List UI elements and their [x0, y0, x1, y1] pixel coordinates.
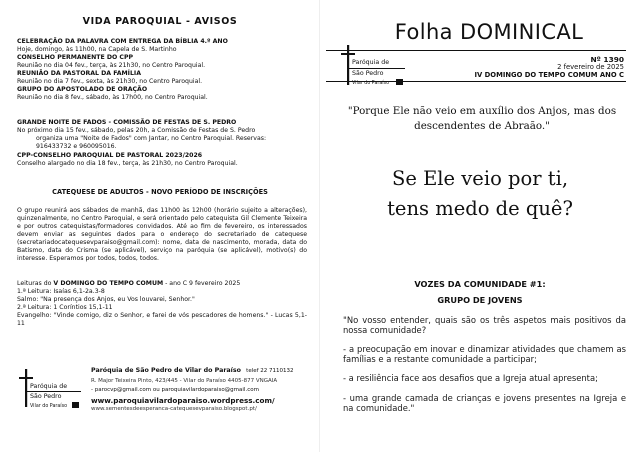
- event-title: GRANDE NOITE DE FADOS - COMISSÃO DE FESTAS DE S. PEDRO: [17, 119, 237, 126]
- scripture-quote: "Porque Ele não veio em auxílio dos Anjos, mas dos descendentes de Abraão.": [347, 105, 617, 132]
- event-pastoral-familia: [17, 70, 313, 86]
- event-text: Hoje, domingo, às 11h00, na Capela de S. Martinho: [17, 46, 177, 53]
- event-text: Conselho alargado no dia 18 fev., terça, às 21h30, no Centro Paroquial.: [17, 160, 238, 167]
- logo-text-2: São Pedro: [352, 70, 384, 77]
- testimony: [343, 316, 626, 423]
- event-title: REUNIÃO DA PASTORAL DA FAMÍLIA: [17, 70, 141, 77]
- header-rule: [326, 81, 626, 82]
- liturgical-sunday: IV DOMINGO DO TEMPO COMUM ANO C: [474, 71, 624, 79]
- avisos-heading: VIDA PAROQUIAL - AVISOS: [82, 16, 238, 27]
- parish-logo-icon: [17, 367, 85, 411]
- event-text: organiza uma "Noite de Fados" com Jantar, no Centro Paroquial. Reservas:: [36, 135, 267, 142]
- event-text: Reunião no dia 04 fev., terça, às 21h30, no Centro Paroquial.: [17, 62, 206, 69]
- parish-phone: telef 22 7110132: [246, 368, 294, 374]
- reading-1: 1.ª Leitura: Isaías 6,1-2a.3-8: [17, 288, 105, 295]
- parish-name: Paróquia de São Pedro de Vilar do Paraíso: [91, 367, 241, 374]
- readings: [17, 280, 307, 328]
- headline: [330, 164, 630, 224]
- headline-line-2: tens medo de quê?: [387, 197, 573, 220]
- readings-intro: [17, 280, 307, 288]
- event-cpp-permanente: [17, 54, 313, 70]
- catequese-body: O grupo reunirá aos sábados de manhã, das 11h00 às 12h00 (horário sujeito a alterações), quinzenalmente, no Centro Paroquial, e será orientado pelo catequista Gil Clemente Teixeira e por outros catequistas/formadores convidados. Até ao fim de fevereiro, os interessados devem enviar as seguintes dados para o endereço do secretariado de catequese (secretariadocatequesevparaiso@gmail.com): nome, data de nascimento, morada, data do Batismo, data do Crisma (se aplicável), serviço na paróquia (se aplicável), motivo(s) do interesse. Esperamos por todos, todos, todos.: [17, 207, 307, 263]
- event-text: Reunião no dia 8 fev., sábado, às 17h00, no Centro Paroquial.: [17, 94, 208, 101]
- page-fold: [319, 0, 320, 452]
- event-bible: [17, 38, 313, 54]
- reading-2: 2.ª Leitura: 1 Coríntios 15,1-11: [17, 304, 113, 311]
- event-title: CPP-CONSELHO PAROQUIAL DE PASTORAL 2023/2026: [17, 152, 203, 159]
- issue-date: 2 fevereiro de 2025: [557, 63, 624, 71]
- readings-date: - ano C 9 fevereiro 2025: [163, 280, 241, 287]
- event-title: CELEBRAÇÃO DA PALAVRA COM ENTREGA DA BÍBLIA 4.º ANO: [17, 38, 228, 45]
- testimony-item: - a preocupação em inovar e dinamizar atividades que chamem as famílias e a restante comunidade a participar;: [343, 344, 626, 364]
- reading-gospel: Evangelho: "Vinde comigo, diz o Senhor, e farei de vós pescadores de homens." - Lucas 5,1-11: [17, 312, 307, 327]
- parish-emails: - parocvp@gmail.com ou paroquiavilardoparaiso@gmail.com: [91, 387, 259, 393]
- event-fados: [17, 119, 313, 151]
- reading-psalm: Salmo: "Na presença dos Anjos, eu Vos louvarei, Senhor.": [17, 296, 195, 303]
- issue-number: Nº 1390: [590, 55, 624, 64]
- logo-text-1: Paróquia de: [30, 383, 68, 390]
- footer-lines: [91, 366, 317, 415]
- parish-footer: [17, 365, 317, 423]
- logo-text-2: São Pedro: [30, 393, 62, 400]
- logo-text-1: Paróquia de: [352, 59, 390, 66]
- headline-line-1: Se Ele veio por ti,: [391, 167, 569, 190]
- parish-blog-link[interactable]: www.sementesdeesperanca-catequesevparaiso.blogspot.pt/: [91, 406, 257, 412]
- event-apostolado: [17, 86, 313, 102]
- section-subtitle: GRUPO DE JOVENS: [437, 295, 523, 305]
- section-title: VOZES DA COMUNIDADE #1:: [414, 279, 546, 289]
- parish-site-link[interactable]: www.paroquiavilardoparaiso.wordpress.com/: [91, 395, 275, 405]
- event-text: No próximo dia 15 fev., sábado, pelas 20h, a Comissão de Festas de S. Pedro: [17, 127, 256, 134]
- event-title: CONSELHO PERMANENTE DO CPP: [17, 54, 134, 61]
- logo-text-3: Vilar do Paraíso: [30, 404, 68, 409]
- readings-sunday: V DOMINGO DO TEMPO COMUM: [53, 280, 164, 287]
- readings-intro-text: Leituras do: [17, 280, 54, 287]
- parish-address: R. Major Teixeira Pinto, 423/445 - Vilar do Paraíso 4405-877 VNGAIA: [91, 377, 278, 384]
- testimony-item: - a resiliência face aos desafios que a Igreja atual apresenta;: [343, 373, 598, 384]
- testimony-question: "No vosso entender, quais são os três aspetos mais positivos da nossa comunidade?: [343, 315, 626, 335]
- event-cpp: [17, 152, 313, 168]
- catequese-title: CATEQUESE DE ADULTOS - NOVO PERÍODO DE INSCRIÇÕES: [52, 188, 268, 196]
- event-title: GRUPO DO APOSTOLADO DE ORAÇÃO: [17, 86, 148, 93]
- bulletin-title: Folha DOMINICAL: [394, 20, 584, 44]
- event-text: 916433732 e 960095016.: [36, 143, 117, 150]
- event-text: Reunião no dia 7 fev., sexta, às 21h30, no Centro Paroquial.: [17, 78, 203, 85]
- logo-text-3: Vilar do Paraíso: [352, 81, 390, 86]
- testimony-item: - uma grande camada de crianças e jovens presentes na Igreja e na comunidade.": [343, 392, 626, 413]
